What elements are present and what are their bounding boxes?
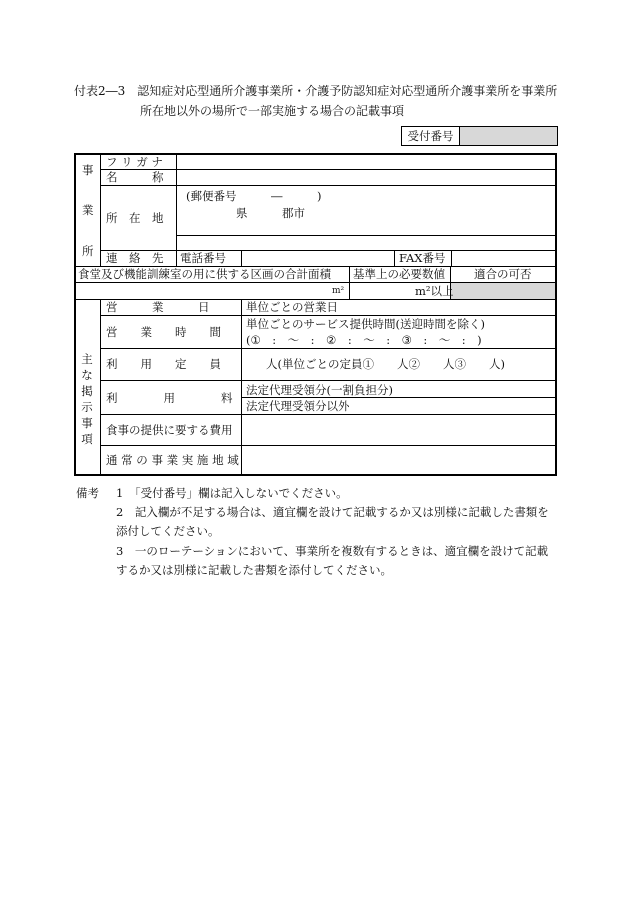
note-2b: 添付してください。 bbox=[116, 524, 220, 538]
area-conform-shaded-cell bbox=[450, 283, 555, 299]
address-label: 所 在 地 bbox=[106, 211, 164, 225]
fee-value-2: 法定代理受領分以外 bbox=[246, 399, 350, 413]
note-3a: 3 一のローテーションにおいて、事業所を複数有するときは、適宜欄を設けて記載 bbox=[116, 544, 549, 558]
capacity-label: 利 用 定 員 bbox=[106, 357, 221, 371]
receipt-number-label: 受付番号 bbox=[402, 127, 460, 145]
area-unit: m² bbox=[332, 286, 345, 296]
form-title-line2: 所在地以外の場所で一部実施する場合の記載事項 bbox=[140, 104, 405, 118]
business-hours-value: 単位ごとのサービス提供時間(送迎時間を除く) bbox=[246, 317, 485, 331]
side-char: 業 bbox=[82, 203, 94, 217]
note-3b: するか又は別様に記載した書類を添付してください。 bbox=[116, 563, 392, 577]
receipt-number-box bbox=[401, 126, 558, 146]
business-days-label: 営 業 日 bbox=[106, 300, 210, 314]
pref-city-text: 県 郡市 bbox=[236, 206, 305, 220]
main-items-side-label: 主 な 掲 示 事 項 bbox=[81, 352, 93, 446]
standard-label: 基準上の必要数値 bbox=[353, 267, 445, 281]
area-label: 食堂及び機能訓練室の用に供する区画の合計面積 bbox=[78, 267, 331, 281]
conform-label: 適合の可否 bbox=[474, 267, 532, 281]
fax-label: FAX番号 bbox=[399, 251, 446, 265]
notes-prefix: 備考 bbox=[76, 486, 99, 500]
name-label: 名 称 bbox=[106, 170, 164, 184]
side-char: 事 bbox=[82, 163, 94, 177]
side-char: 所 bbox=[82, 244, 94, 258]
business-days-value: 単位ごとの営業日 bbox=[246, 300, 338, 314]
contact-label: 連 絡 先 bbox=[106, 251, 164, 265]
note-2a: 2 記入欄が不足する場合は、適宜欄を設けて記載するか又は別様に記載した書類を bbox=[116, 505, 549, 519]
phone-label: 電話番号 bbox=[180, 251, 226, 265]
fee-value-1: 法定代理受領分(一割負担分) bbox=[246, 383, 393, 397]
business-hours-slots: (① : ～ : ② : ～ : ③ : ～ : ) bbox=[246, 333, 482, 347]
furigana-label: フ リ ガ ナ bbox=[106, 155, 163, 169]
capacity-value: 人(単位ごとの定員① 人② 人③ 人) bbox=[266, 357, 505, 371]
postal-code-text: (郵便番号 ― ) bbox=[186, 189, 322, 203]
meal-cost-label: 食事の提供に要する費用 bbox=[106, 423, 233, 437]
service-area-label: 通 常 の 事 業 実 施 地 域 bbox=[106, 453, 239, 467]
fee-label: 利 用 料 bbox=[106, 391, 233, 405]
form-title-line1: 付表2―3 認知症対応型通所介護事業所・介護予防認知症対応型通所介護事業所を事業所 bbox=[74, 84, 558, 98]
standard-unit: m²以上 bbox=[415, 284, 454, 298]
note-1: 1 「受付番号」欄は記入しないでください。 bbox=[116, 486, 348, 500]
receipt-number-field[interactable] bbox=[460, 127, 557, 145]
business-hours-label: 営 業 時 間 bbox=[106, 325, 221, 339]
main-form-table bbox=[74, 153, 557, 476]
